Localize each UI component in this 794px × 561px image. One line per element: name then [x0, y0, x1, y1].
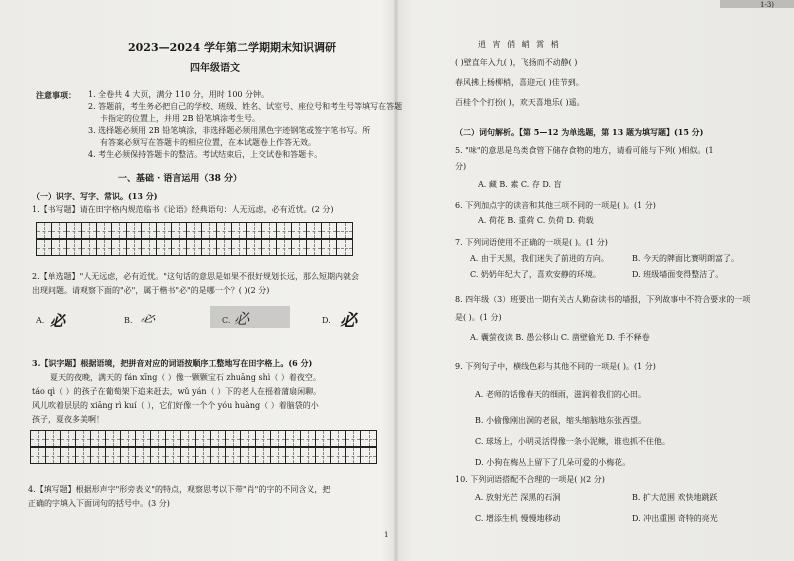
exam-subtitle: 四年级语文 — [190, 63, 240, 74]
calligraphy-c: 必 — [234, 310, 250, 328]
page-number: 1 — [384, 531, 389, 539]
q5-options[interactable]: A. 藏 B. 素 C. 存 D. 盲 — [478, 180, 562, 189]
calligraphy-c-smudge — [210, 306, 290, 328]
question-5-line2: 分) — [455, 162, 467, 171]
q3-passage-4: 孩子，夏夜多美啊！ — [32, 415, 104, 424]
q7-option-d[interactable]: D. 班级墙面变得整洁了。 — [632, 270, 724, 279]
q2-option-c-label[interactable]: C. — [222, 316, 231, 325]
q2-option-d-label[interactable]: D. — [322, 316, 331, 325]
part1-heading: 一、基础 · 语言运用（38 分） — [118, 174, 243, 184]
calligraphy-b: 必 — [140, 313, 156, 325]
writing-grid-q1-row2[interactable] — [36, 239, 353, 256]
section2-heading: （二）词句解析。【第 5—12 为单选题，第 13 题为填写题】(15 分) — [455, 127, 704, 137]
note-line-2: 2. 答题前，考生务必把自己的学校、班级、姓名、试室号、座位号和考生号等填写在答题 — [88, 102, 403, 111]
corner-note: 1-3) — [760, 1, 775, 9]
q10-option-c[interactable]: C. 增添生机 慢慢地移动 — [475, 514, 561, 523]
fill-line-3: 百桂个个打扮( )，欢天喜地乐( )遥。 — [455, 98, 585, 107]
q2-option-a-label[interactable]: A. — [36, 316, 45, 325]
q10-option-a[interactable]: A. 放射光芒 深黑的石洞 — [475, 493, 561, 502]
question-9: 9. 下列句子中，横线色彩与其他不同的一项是( )。(1 分) — [455, 362, 656, 371]
question-2-line2: 出现问题。请观察下面的"必"，属于楷书"必"的是哪一个？( )(2 分) — [32, 286, 270, 295]
exam-title: 2023—2024 学年第二学期期末知识调研 — [128, 41, 337, 54]
question-7: 7. 下列词语使用不正确的一项是( )。(1 分) — [455, 238, 608, 247]
question-10: 10. 下列词语搭配不合理的一项是( )(2 分) — [455, 475, 605, 484]
notes-label: 注意事项： — [36, 90, 76, 100]
q9-option-c[interactable]: C. 球场上，小明灵活得像一条小泥鳅，谁也抓不住他。 — [475, 437, 670, 446]
q10-option-d[interactable]: D. 冲出重围 奇特的亮光 — [632, 514, 718, 523]
writing-grid-q3[interactable] — [30, 430, 377, 447]
fill-line-2: 春风拂上杨柳梢，喜迎元( )佳节到。 — [455, 78, 584, 87]
note-line-6: 4. 考生必须保持答题卡的整洁。考试结束后，上交试卷和答题卡。 — [88, 150, 323, 159]
q9-option-a[interactable]: A. 老师的话像春天的细雨，滋润着我们的心田。 — [475, 390, 646, 399]
question-4-line1: 4.【填写题】根据形声字"形旁表义"的特点，观察思考以下带"肖"的字的不同含义，把 — [28, 485, 331, 494]
question-5-line1: 5. "味"的意思是鸟类食管下储存食物的地方，请看可能与下列( )相似。(1 — [455, 146, 714, 155]
calligraphy-d: 必 — [340, 311, 357, 331]
question-8-line1: 8. 四年级（3）班要出一期有关古人勤奋读书的墙报，下列故事中不符合要求的一项 — [455, 295, 751, 304]
note-line-4: 3. 选择题必须用 2B 铅笔填涂，非选择题必须用黑色字迹钢笔或签字笔书写。所 — [88, 126, 371, 135]
question-6: 6. 下列加点字的读音和其他三项不同的一项是( )。(1 分) — [455, 201, 656, 210]
q7-option-a[interactable]: A. 由于天黑，我们迷失了前进的方向。 — [470, 254, 609, 263]
note-line-5: 有答案必须写在答题卡的相应位置，在本试题卷上作答无效。 — [100, 138, 316, 147]
word-bank: 逍 宵 俏 峭 霄 梢 — [478, 40, 561, 49]
page-fold — [393, 0, 399, 561]
writing-grid-q3-row2[interactable] — [30, 447, 377, 464]
fill-line-1: ( )壁直年入九( )，飞扬而不动静( ) — [455, 58, 578, 67]
corner-strip — [720, 0, 794, 8]
writing-grid-q1[interactable] — [36, 222, 353, 239]
calligraphy-a: 必 — [50, 312, 66, 330]
q7-option-b[interactable]: B. 今天的牌面比赛明朗富了。 — [632, 254, 739, 263]
q3-passage-3: 风儿吹着层层的 xiāng rì kuí（ ），它们好像一个个 yóu huàng（ ）着脑袋的小 — [32, 401, 319, 410]
question-3: 3.【识字题】根据语境，把拼音对应的词语按顺序工整地写在田字格上。(6 分) — [32, 358, 313, 368]
question-1: 1.【书写题】请在田字格内规范临书《论语》经典语句：人无远虑，必有近忧。(2 分) — [32, 205, 334, 214]
note-line-3: 卡指定的位置上，并用 2B 铅笔填涂考生号。 — [100, 114, 261, 123]
q9-option-d[interactable]: D. 小狗在梅丛上留下了几朵可爱的小梅花。 — [475, 458, 631, 467]
note-line-1: 1. 全卷共 4 大页，满分 110 分，用时 100 分钟。 — [88, 90, 270, 99]
question-4-line2: 正确的字填入下面词句的括号中。(3 分) — [28, 499, 170, 508]
q8-options[interactable]: A. 囊萤夜读 B. 愚公移山 C. 凿壁偷光 D. 手不释卷 — [470, 333, 650, 342]
question-2-line1: 2.【单选题】"人无远虑，必有近忧。"这句话的意思是如果不很好规划长远，那么短期内就会 — [32, 272, 359, 281]
q2-option-b-label[interactable]: B. — [124, 316, 133, 325]
q10-option-b[interactable]: B. 扩大范围 欢快地跳跃 — [632, 493, 718, 502]
section1-heading: （一）识字、写字、常识。(13 分) — [32, 191, 158, 201]
q6-options[interactable]: A. 荷花 B. 重荷 C. 负荷 D. 荷载 — [478, 216, 594, 225]
q7-option-c[interactable]: C. 奶奶年纪大了，喜欢安静的环境。 — [470, 270, 601, 279]
q9-option-b[interactable]: B. 小偷像刚出洞的老鼠，缩头缩脑地东张西望。 — [475, 416, 646, 425]
q3-passage-1: 夏天的夜晚，满天的 fán xīng（ ）像一颗颗宝石 zhuāng shì（ ）着夜空。 — [50, 373, 321, 382]
q3-passage-2: táo qì（ ）的孩子在葡萄架下追来赶去，wǔ yán（ ）下的老人在摇着蒲扇闲聊。 — [32, 387, 322, 396]
question-8-line2: 是( )。(1 分) — [455, 313, 502, 322]
